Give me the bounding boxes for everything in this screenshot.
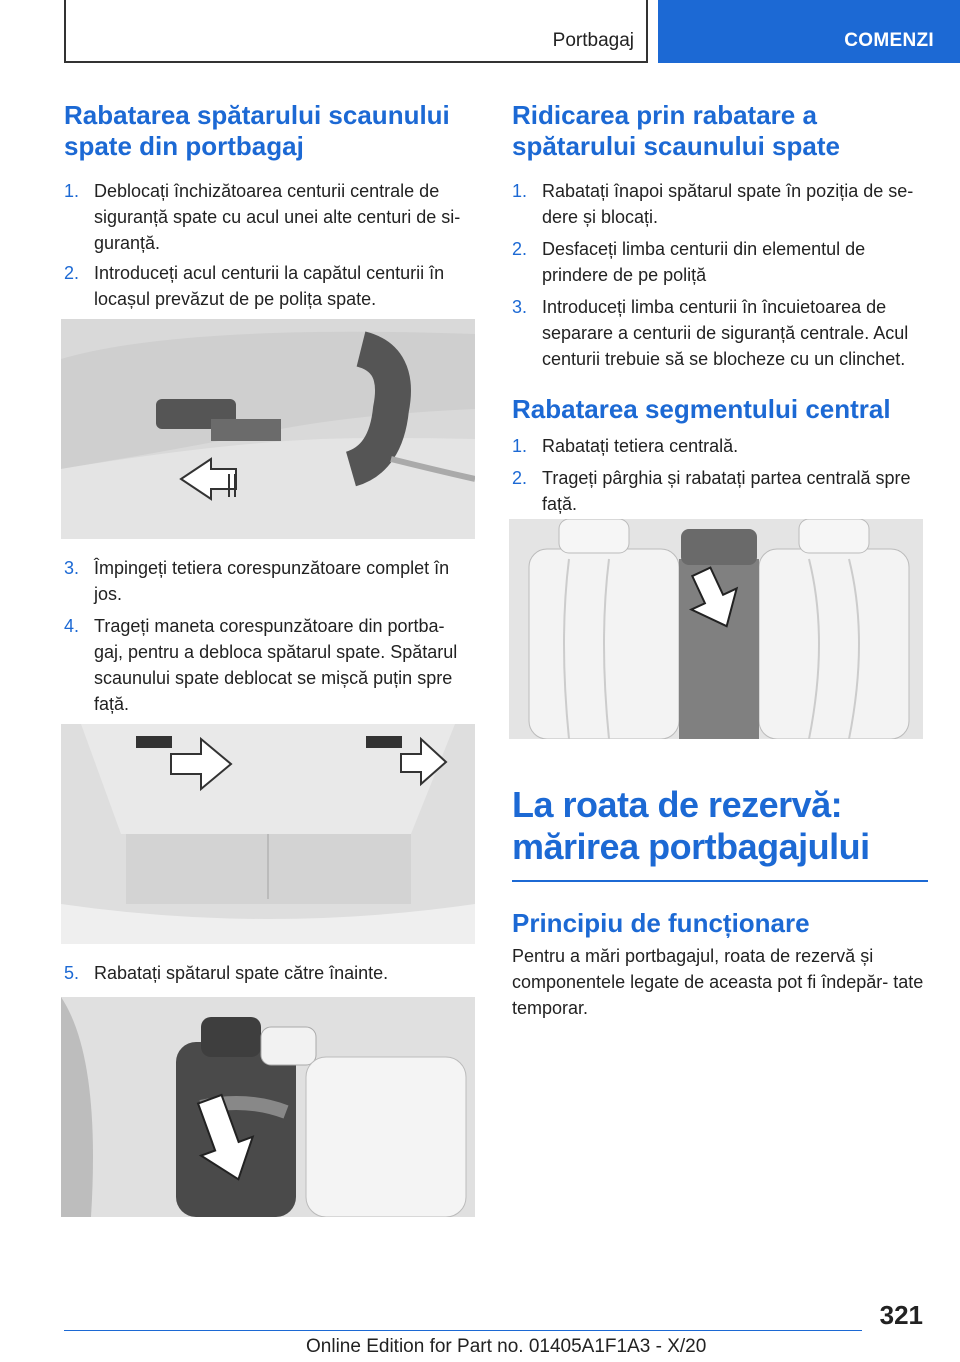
- step-number: 5.: [64, 963, 80, 983]
- step-text: Trageți pârghia și rabatați partea centrală spre față.: [542, 468, 911, 514]
- step-number: 3.: [512, 297, 528, 317]
- step-number: 3.: [64, 558, 80, 578]
- figure-belt-shelf: [61, 319, 475, 539]
- step-text: Introduceți limba centurii în încuietoarea de separare a centurii de siguranță centrale. Acul centurii trebuie să se blocheze cu un clinchet.: [542, 297, 909, 369]
- spare-wheel-section: [512, 784, 928, 1021]
- step-number: 4.: [64, 616, 80, 636]
- step-text: Introduceți acul centurii la capătul centurii în locașul prevăzut de pe polița spate.: [94, 263, 445, 309]
- heading-center-segment: Rabatarea segmentului central: [512, 394, 891, 424]
- step-item: [64, 555, 478, 607]
- step-number: 2.: [512, 468, 528, 488]
- left-steps-c: [64, 960, 478, 986]
- page-number: 321: [879, 1300, 923, 1330]
- step-text: Rabatați înapoi spătarul spate în poziția de se‐ dere și blocați.: [542, 181, 914, 227]
- step-text: Rabatați tetiera centrală.: [542, 436, 739, 456]
- right-column: [512, 100, 928, 517]
- step-item: [512, 465, 928, 517]
- principle-paragraph: Pentru a mări portbagajul, roata de rezervă și componentele legate de aceasta pot fi îndepăr‐ tate temporar.: [512, 946, 924, 1018]
- footer-edition: [306, 1336, 706, 1358]
- step-item: [512, 178, 928, 230]
- heading-fold-backrest: Rabatarea spătarului scaunului spate din portbagaj: [64, 100, 450, 161]
- step-item: [64, 178, 478, 256]
- figure-trunk-levers: [61, 724, 475, 944]
- section-title: Portbagaj: [552, 30, 634, 51]
- step-text: Desfaceți limba centurii din elementul de prindere de pe poliță: [542, 239, 866, 285]
- step-text: Trageți maneta corespunzătoare din portba‐ gaj, pentru a debloca spătarul spate. Spătarul scaunului spate deblocat se mișcă puțin spre față.: [94, 616, 458, 714]
- step-text: Deblocați închizătoarea centurii centrale de siguranță spate cu acul unei alte centuri de si‐ guranță.: [94, 181, 461, 253]
- step-number: 2.: [512, 239, 528, 259]
- step-number: 2.: [64, 263, 80, 283]
- step-item: [512, 433, 928, 459]
- left-steps-b: [64, 555, 478, 717]
- step-text: Rabatați spătarul spate către înainte.: [94, 963, 389, 983]
- heading-principle: Principiu de funcționare: [512, 908, 810, 938]
- footer-text: Online Edition for Part no. 01405A1F1A3 - X/20: [306, 1336, 707, 1357]
- step-number: 1.: [512, 181, 528, 201]
- header-frame: [64, 0, 648, 63]
- step-number: 1.: [512, 436, 528, 456]
- step-item: [512, 294, 928, 372]
- step-item: [64, 260, 478, 312]
- figure-seat-fold: [61, 997, 475, 1217]
- step-text: Împingeți tetiera corespunzătoare complet în jos.: [94, 558, 450, 604]
- heading-raise-backrest: Ridicarea prin rabatare a spătarului scaunului spate: [512, 100, 840, 161]
- step-item: [512, 236, 928, 288]
- step-number: 1.: [64, 181, 80, 201]
- footer-divider: [64, 1330, 862, 1331]
- step-item: [64, 613, 478, 717]
- step-item: [64, 960, 478, 986]
- figure-center-segment: [509, 519, 923, 739]
- chapter-heading: La roata de rezervă: mărirea portbagajului: [512, 784, 870, 867]
- chapter-tab[interactable]: COMENZI: [658, 0, 960, 63]
- left-column: [64, 100, 478, 312]
